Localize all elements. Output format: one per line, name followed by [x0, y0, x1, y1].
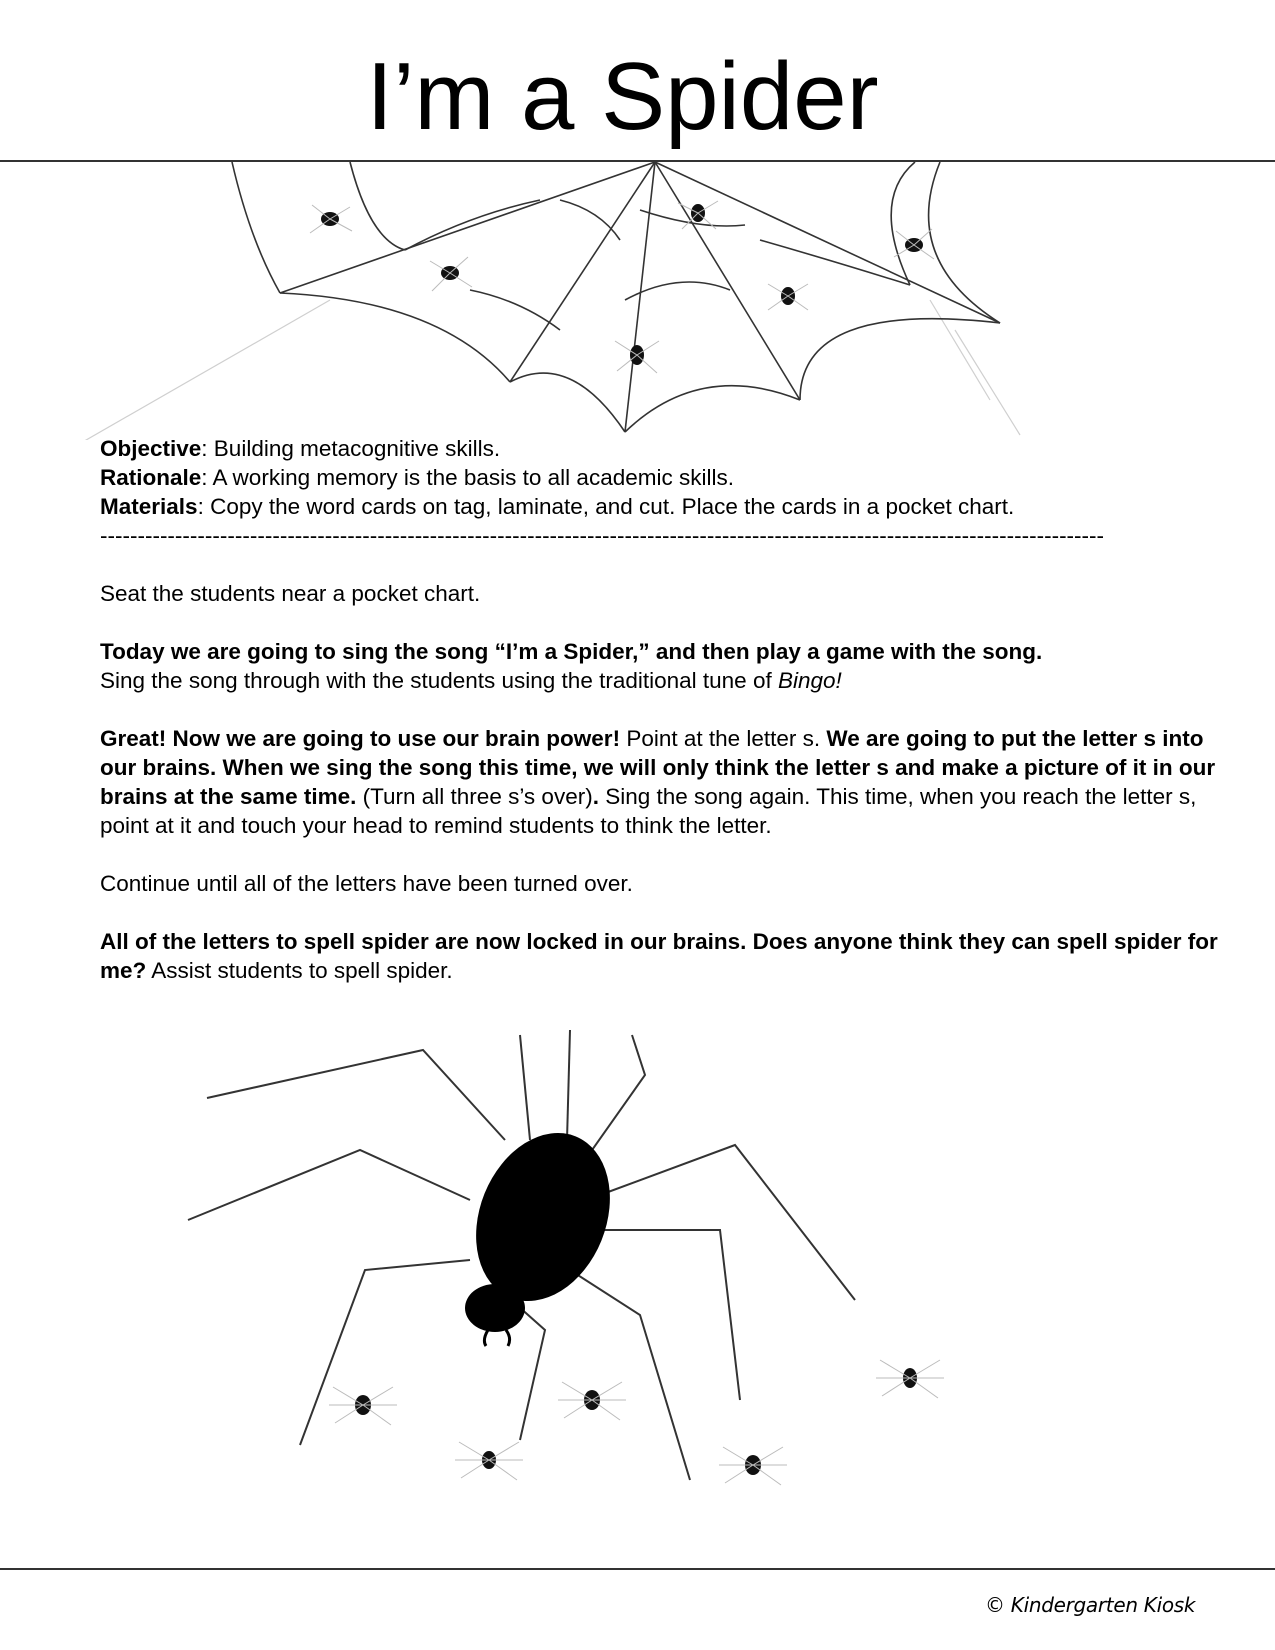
brain-power-bold-3: .	[592, 784, 599, 809]
rationale-label: Rationale	[100, 465, 202, 490]
lesson-text	[100, 434, 1220, 985]
rationale-line	[100, 463, 1220, 492]
page-title: I’m a Spider	[366, 43, 879, 150]
brain-power-text-1: Point at the letter s.	[620, 726, 827, 751]
spell-spider-bold: All of the letters to spell spider are now locked in our brains. Does anyone think they can spell spider for me?	[100, 929, 1218, 983]
dashed-divider: --------------------------------------------------------------------------------------------------------------------------------------	[100, 523, 1105, 548]
web-spiders	[50, 204, 923, 440]
spell-spider-text: Assist students to spell spider.	[146, 958, 453, 983]
paragraph-spell-spider	[100, 927, 1220, 985]
paragraph-continue: Continue until all of the letters have been turned over.	[100, 871, 633, 896]
paragraph-sing-song-text: Sing the song through with the students using the traditional tune of	[100, 668, 778, 693]
bingo-italic: Bingo!	[777, 668, 842, 693]
materials-label: Materials	[100, 494, 198, 519]
objective-label: Objective	[100, 436, 202, 461]
brain-power-bold-1: Great! Now we are going to use our brain power!	[100, 726, 621, 751]
spider-web-illustration	[0, 0, 1275, 440]
paragraph-sing-song	[100, 637, 1220, 695]
brain-power-bold-2: We are going to put the letter s into our brains. When we sing the song this time, we will only think the letter s and make a picture of it in our brains at the same time.	[100, 726, 1216, 809]
objective-text: : Building metacognitive skills.	[201, 436, 501, 461]
objective-line	[100, 434, 1220, 463]
paragraph-brain-power	[100, 724, 1220, 840]
bottom-divider-line	[0, 1568, 1275, 1570]
materials-text: : Copy the word cards on tag, laminate, and cut. Place the cards in a pocket chart.	[197, 494, 1015, 519]
paragraph-seat-students: Seat the students near a pocket chart.	[100, 581, 481, 606]
brain-power-text-2: (Turn all three s’s over)	[356, 784, 593, 809]
copyright-footer: © Kindergarten Kiosk	[985, 1593, 1196, 1617]
rationale-text: : A working memory is the basis to all academic skills.	[201, 465, 734, 490]
brain-power-text-3: Sing the song again. This time, when you reach the letter s, point at it and touch your head to remind students to think the letter.	[100, 784, 1197, 838]
paragraph-sing-song-bold: Today we are going to sing the song “I’m a Spider,” and then play a game with the song.	[100, 639, 1043, 664]
materials-line	[100, 492, 1220, 521]
